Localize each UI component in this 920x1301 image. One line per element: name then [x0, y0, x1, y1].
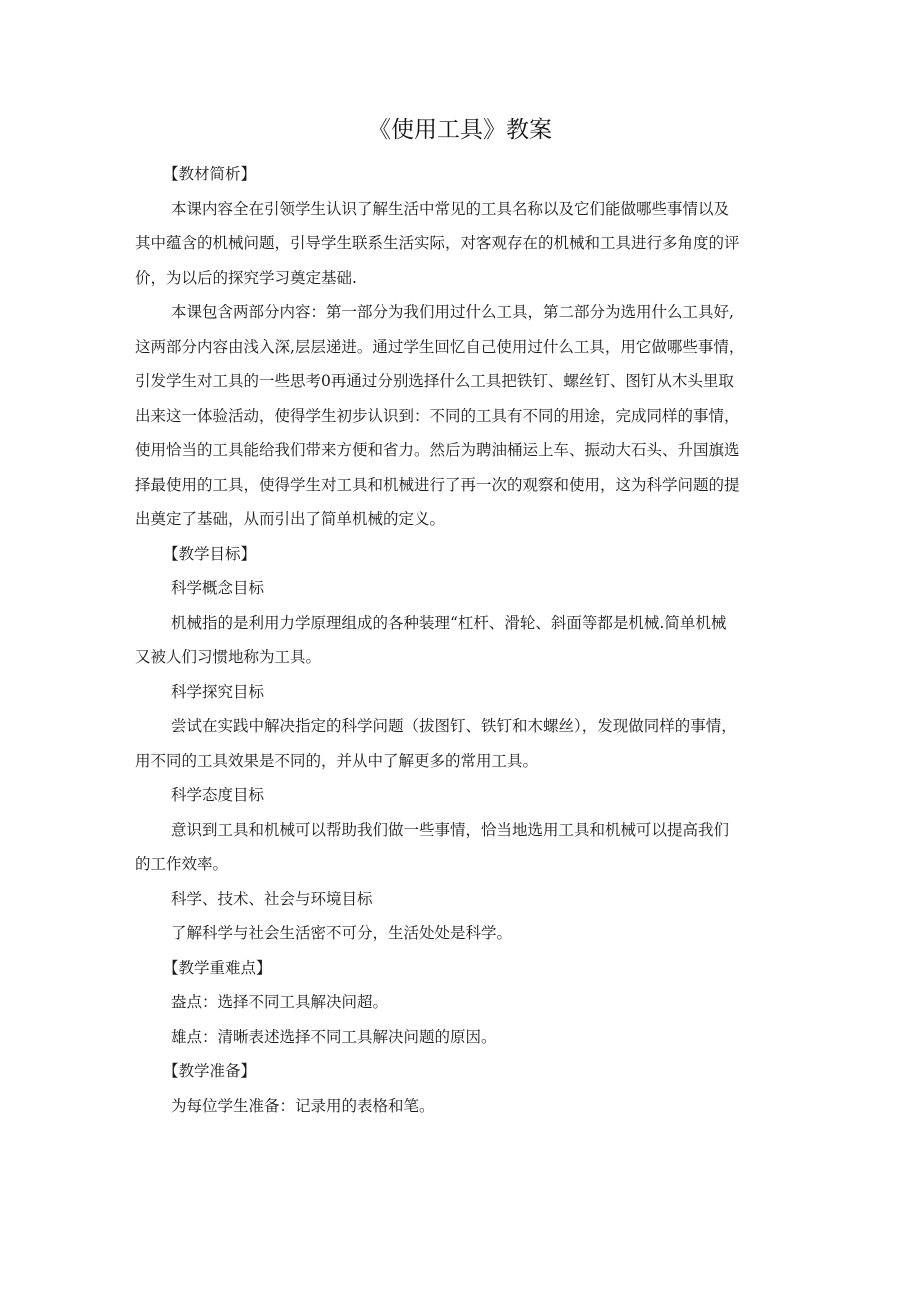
text-line: 用不同的工具效果是不同的，并从中了解更多的常用工具。 [135, 751, 539, 770]
text-line: 意识到工具和机械可以帮助我们做一些事情，恰当地选用工具和机械可以提高我们 [171, 820, 730, 839]
text-line: 机械指的是利用力学原理组成的各种装理“杠杆、滑轮、斜面等都是机械.简单机械 [171, 613, 727, 632]
text-line: 这两部分内容由浅入深,层层递进。通过学生回忆自己使用过什么工具，用它做哪些事情， [135, 337, 745, 356]
text-line: 使用恰当的工具能给我们带来方便和省力。然后为聘油桶运上车、振动大石头、升国旗选 [135, 441, 740, 459]
text-line: 出来这一体验活动，使得学生初步认识到：不同的工具有不同的用途，完成同样的事情， [135, 406, 740, 425]
heading-teaching-goals: 【教学目标】 [163, 544, 257, 563]
text-line: 本课内容全在引领学生认识了解生活中常见的工具名称以及它们能做哪些事情以及 [171, 199, 730, 218]
text-line: 引发学生对工具的一些思考0再通过分别选择什么工具把铁钉、螺丝钉、图钉从木头里取 [135, 372, 734, 390]
inquiry-goal-paragraph [135, 709, 795, 778]
text-line: 其中蕴含的机械问题，引导学生联系生活实际，对客观存在的机械和工具进行多角度的评 [135, 234, 740, 252]
text-line: 择最使用的工具，使得学生对工具和机械进行了再一次的观察和使用，这为科学问题的提 [135, 475, 740, 494]
subheading-inquiry-goal: 科学探究目标 [171, 682, 265, 701]
heading-teaching-preparation: 【教学准备】 [163, 1062, 257, 1080]
text-line: 尝试在实践中解决指定的科学问题（拔图钉、铁钉和木螺丝），发现做同样的事情， [171, 717, 737, 735]
analysis-paragraph-1 [135, 192, 795, 296]
text-line: 又被人们习惯地称为工具。 [135, 648, 322, 666]
subheading-attitude-goal: 科学态度目标 [171, 786, 265, 804]
text-line: 出奠定了基础，从而引出了简单机械的定义。 [135, 510, 446, 528]
analysis-paragraph-2 [135, 295, 795, 537]
text-line: 本课包含两部分内容：第一部分为我们用过什么工具，第二部分为选用什么工具好, [171, 303, 734, 321]
subheading-concept-goal: 科学概念目标 [171, 579, 265, 597]
concept-goal-paragraph [135, 606, 795, 675]
heading-textbook-analysis: 【教材简析】 [163, 165, 257, 183]
key-point-text: 盎点：选择不同工具解决问超。 [171, 993, 389, 1011]
document-title: 《使用工具》教案 [368, 117, 552, 143]
text-line: 的工作效率。 [135, 855, 229, 873]
difficult-point-text: 雄点：清晰表述选择不同工具解决问题的原因。 [171, 1027, 497, 1046]
attitude-goal-paragraph [135, 813, 795, 882]
preparation-text: 为每位学生准备：记录用的表格和笔。 [171, 1096, 435, 1115]
document-body [135, 157, 795, 1123]
text-line: 价，为以后的探究学习奠定基础. [135, 268, 357, 287]
sts-goal-text: 了解科学与社会生活密不可分，生活处处是科学。 [171, 924, 513, 942]
subheading-sts-goal: 科学、技术、社会与环境目标 [171, 889, 373, 908]
heading-key-points: 【教学重难点】 [163, 958, 272, 977]
